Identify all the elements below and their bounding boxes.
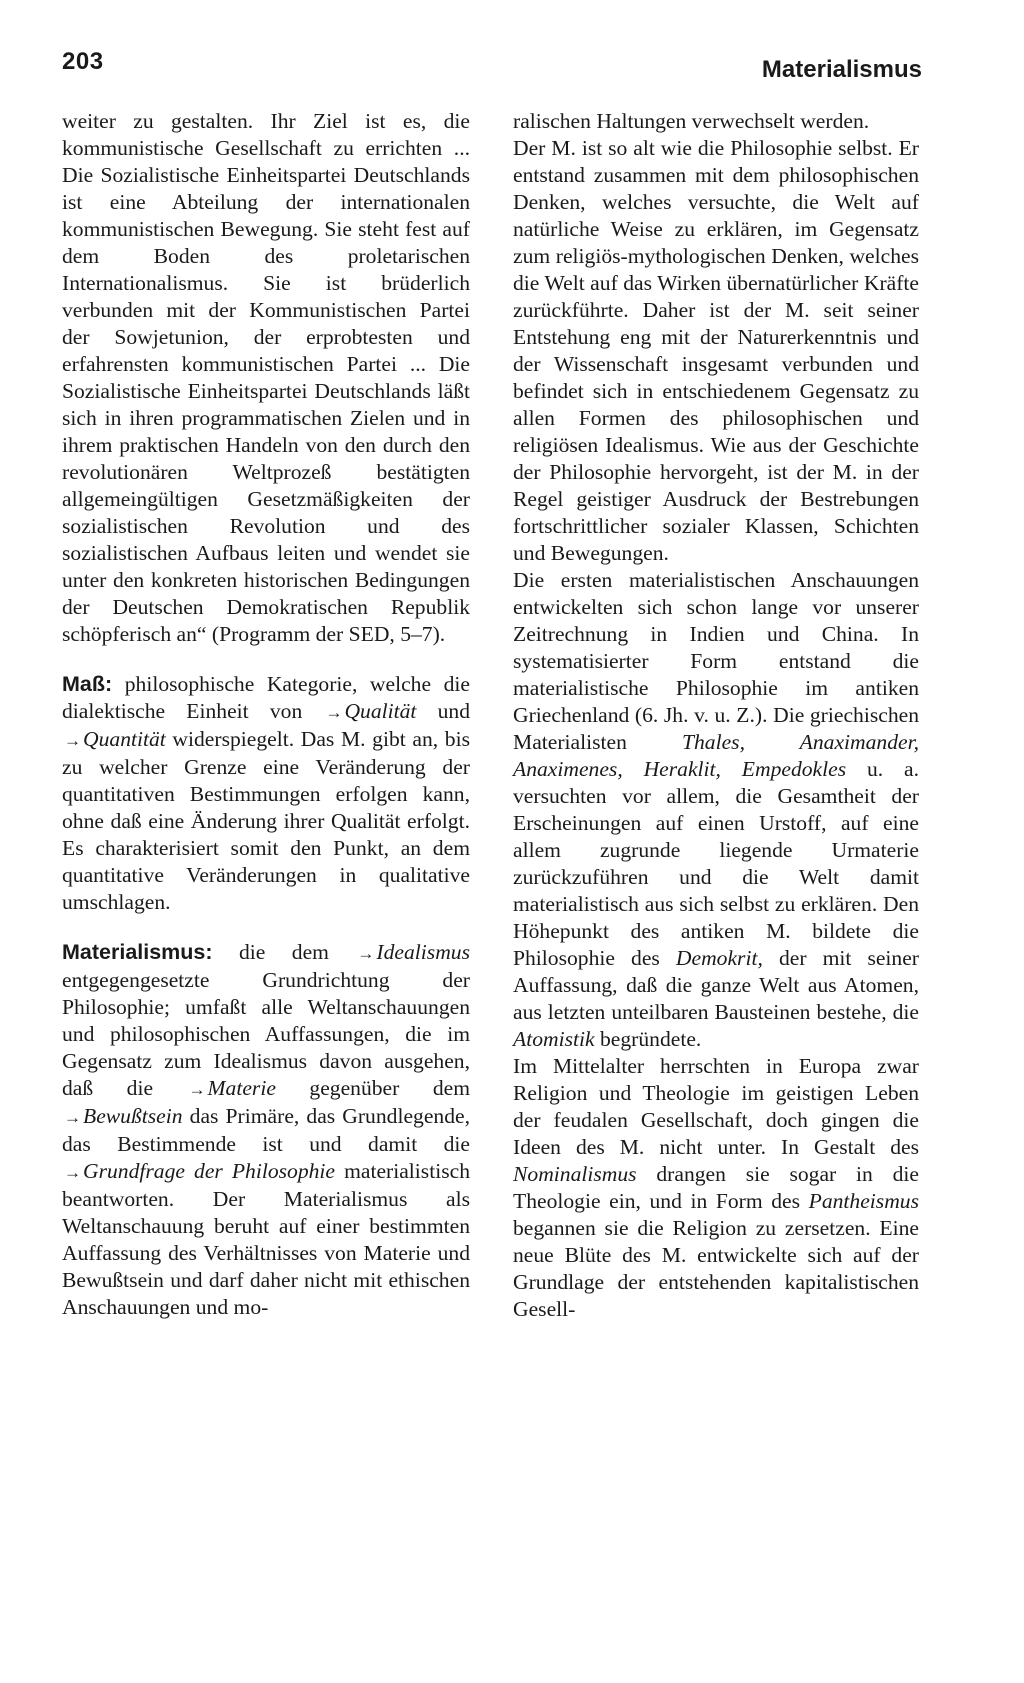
entry-term-materialismus: Materialismus:: [62, 940, 213, 964]
term: Nominalismus: [513, 1162, 637, 1186]
paragraph: [513, 567, 919, 1053]
entry-text: philosophische Kategorie, welche die dialektische Einheit von: [62, 672, 470, 723]
entry-text: materialistisch beantworten. Der Materialismus als Weltanschauung beruht auf einer bestimmten Auffassung des Verhältnisses von Materie und Bewußtsein und darf daher nicht mit ethischen Anschauungen und mo-: [62, 1159, 470, 1319]
cross-reference-arrow-icon: →: [325, 703, 343, 722]
entry-text: gegenüber dem: [275, 1076, 470, 1100]
person-names: Thales, Anaximander, Anaximenes, Heraklit, Empedokles: [513, 730, 920, 781]
entry-text: entgegengesetzte Grundrichtung der Philosophie; umfaßt alle Weltanschauungen und philosophischen Auffassungen, die im Gegensatz zum Idealismus davon ausgehen, daß die: [62, 968, 470, 1100]
paragraph-continuation: ralischen Haltungen verwechselt werden.: [513, 109, 870, 133]
paragraph-text: begründete.: [594, 1027, 702, 1051]
left-column: [62, 108, 470, 1321]
entry-text: und: [416, 699, 470, 723]
running-head: Materialismus: [761, 56, 922, 83]
paragraph-text: Im Mittelalter herrschten in Europa zwar Religion und Theologie im geistigen Leben der feudalen Gesellschaft, doch gingen die Ideen des M. nicht unter. In Gestalt des: [513, 1054, 919, 1159]
cross-reference-arrow-icon: →: [357, 944, 375, 963]
entry-mass: [62, 671, 470, 916]
term: Pantheismus: [808, 1189, 919, 1213]
paragraph: [513, 1053, 919, 1323]
right-column: [513, 108, 919, 1323]
page-number: 203: [62, 48, 104, 75]
paragraph-text: Die ersten materialistischen Anschauungen entwickelten sich schon lange vor unserer Zeitrechnung in Indien und China. In systematisierter Form entstand die materialistische Philosophie im antiken Griechenland (6. Jh. v. u. Z.). Die griechischen Materialisten: [513, 568, 919, 754]
cross-reference-link[interactable]: Grundfrage der Philosophie: [83, 1159, 336, 1183]
paragraph-text: drangen sie sogar in die Theologie ein, und in Form des: [513, 1162, 919, 1213]
term: Atomistik: [513, 1027, 595, 1051]
entry-term-mass: Maß:: [62, 672, 113, 696]
paragraph-text: der mit seiner Auffassung, daß die ganze Welt aus Atomen, aus letzten unteilbaren Bausteinen bestehe, die: [513, 946, 920, 1024]
cross-reference-link[interactable]: Qualität: [344, 699, 417, 723]
paragraph: Der M. ist so alt wie die Philosophie selbst. Er entstand zusammen mit dem philosophischen Denken, welches versuchte, die Welt auf natürliche Weise zu erklären, im Gegensatz zum religiös-mythologischen Denken, welches die Welt auf das Wirken übernatürlicher Kräfte zurückführte. Daher ist der M. seit seiner Entstehung eng mit der Naturerkenntnis und der Wissenschaft insgesamt verbunden und befindet sich in entschiedenem Gegensatz zu allen Formen des philosophischen und religiösen Idealismus. Wie aus der Geschichte der Philosophie hervorgeht, ist der M. in der Regel geistiger Ausdruck der Bestrebungen fortschrittlicher sozialer Klassen, Schichten und Bewegungen.: [513, 136, 919, 565]
cross-reference-arrow-icon: →: [64, 1163, 81, 1182]
entry-text: widerspiegelt. Das M. gibt an, bis zu welcher Grenze eine Veränderung der quantitativen Bestimmungen erfolgen kann, ohne daß eine Änderung ihrer Qualität erfolgt. Es charakterisiert somit den Punkt, an dem quantitative Veränderungen in qualitative umschlagen.: [62, 727, 470, 914]
cross-reference-arrow-icon: →: [64, 731, 81, 750]
paragraph-text: u. a. versuchten vor allem, die Gesamtheit der Erscheinungen auf einen Urstoff, auf eine allem zugrunde liegende Urmaterie zurückzuführen und die Welt damit materialistisch aus sich selbst zu erklären. Den Höhepunkt des antiken M. bildete die Philosophie des: [513, 757, 919, 970]
cross-reference-link[interactable]: Materie: [207, 1076, 276, 1100]
cross-reference-link[interactable]: Bewußtsein: [83, 1104, 183, 1128]
paragraph-text: begannen sie die Religion zu zersetzen. Eine neue Blüte des M. entwickelte sich auf der Grundlage der entstehenden kapitalistischen Gesell-: [513, 1216, 919, 1321]
cross-reference-arrow-icon: →: [188, 1080, 206, 1099]
cross-reference-arrow-icon: →: [64, 1108, 81, 1127]
entry-text: das Primäre, das Grundlegende, das Bestimmende ist und damit die: [62, 1104, 470, 1156]
entry-materialismus: [62, 939, 470, 1321]
person-name: Demokrit,: [675, 946, 763, 970]
paragraph-continuation: weiter zu gestalten. Ihr Ziel ist es, die kommunistische Gesellschaft zu errichten ... Die Sozialistische Einheitspartei Deutschlands ist eine Abteilung der internationalen kommunistischen Bewegung. Sie steht fest auf dem Boden des proletarischen Internationalismus. Sie ist brüderlich verbunden mit der Kommunistischen Partei der Sowjetunion, der erprobtesten und erfahrensten kommunistischen Partei ... Die Sozialistische Einheitspartei Deutschlands läßt sich in ihren programmatischen Zielen und in ihrem praktischen Handeln von den durch den revolutionären Weltprozeß bestätigten allgemeingültigen Gesetzmäßigkeiten der sozialistischen Revolution und des sozialistischen Aufbaus leiten und wendet sie unter den konkreten historischen Bedingungen der Deutschen Demokratischen Republik schöpferisch an“ (Programm der SED, 5–7).: [62, 109, 470, 646]
cross-reference-link[interactable]: Idealismus: [376, 940, 470, 964]
cross-reference-link[interactable]: Quantität: [83, 727, 166, 751]
entry-text: die dem: [212, 940, 356, 964]
